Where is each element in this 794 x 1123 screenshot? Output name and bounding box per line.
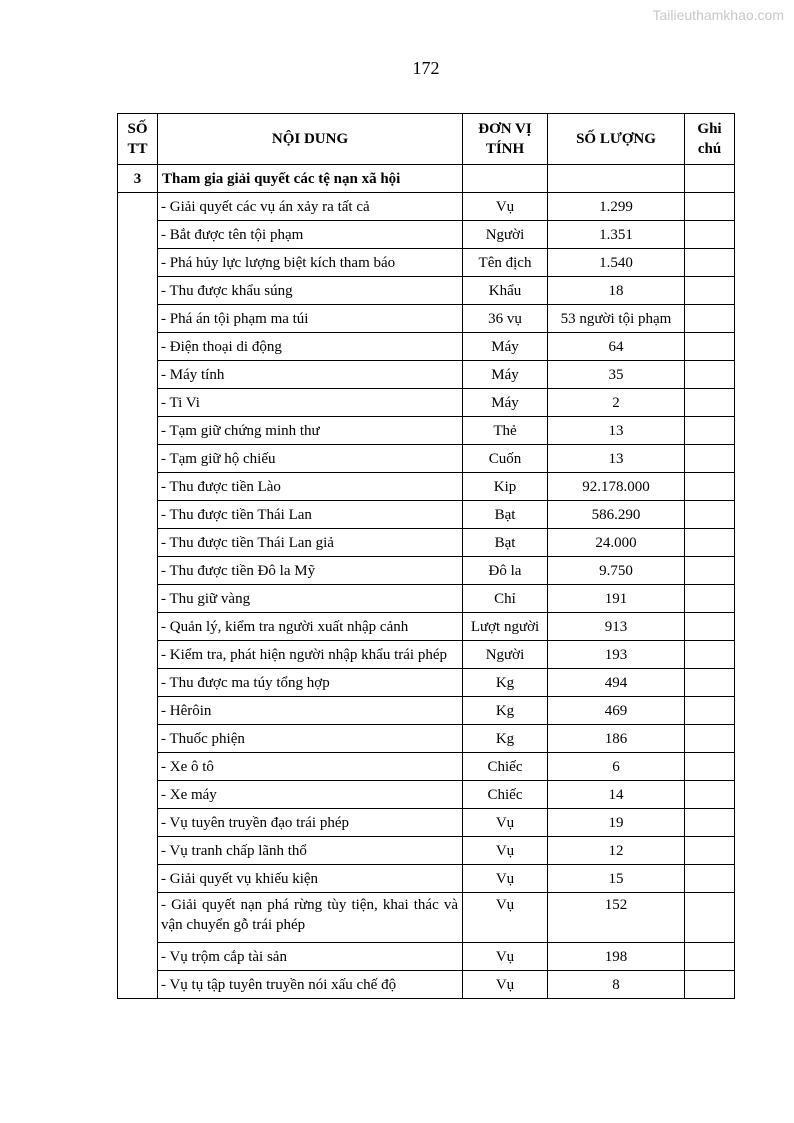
- row-content: - Hêrôin: [158, 697, 463, 725]
- row-quantity: 8: [548, 971, 685, 999]
- row-content: - Thu giữ vàng: [158, 585, 463, 613]
- row-content: - Thu được tiền Đô la Mỹ: [158, 557, 463, 585]
- table-row: [118, 865, 735, 893]
- table-row: [118, 277, 735, 305]
- row-quantity: 186: [548, 725, 685, 753]
- row-unit: Người: [463, 221, 548, 249]
- section-note-cell: [685, 165, 735, 193]
- row-quantity: 9.750: [548, 557, 685, 585]
- table-row: [118, 641, 735, 669]
- row-unit: Kg: [463, 725, 548, 753]
- row-note: [685, 249, 735, 277]
- row-content: - Phá án tội phạm ma túi: [158, 305, 463, 333]
- row-note: [685, 389, 735, 417]
- row-quantity: 1.299: [548, 193, 685, 221]
- row-unit: Vụ: [463, 865, 548, 893]
- row-quantity: 35: [548, 361, 685, 389]
- table-row: [118, 333, 735, 361]
- page-number: 172: [412, 58, 440, 78]
- table-row: [118, 725, 735, 753]
- row-quantity: 12: [548, 837, 685, 865]
- table-row: [118, 971, 735, 999]
- row-content: - Phá hủy lực lượng biệt kích tham báo: [158, 249, 463, 277]
- stt-empty-cell: [118, 193, 158, 999]
- row-content: - Quản lý, kiểm tra người xuất nhập cảnh: [158, 613, 463, 641]
- row-unit: Bạt: [463, 501, 548, 529]
- table-row: [118, 753, 735, 781]
- row-note: [685, 585, 735, 613]
- row-quantity: 13: [548, 417, 685, 445]
- row-content: - Xe máy: [158, 781, 463, 809]
- table-row: [118, 529, 735, 557]
- table-row: [118, 893, 735, 943]
- section-unit-cell: [463, 165, 548, 193]
- row-note: [685, 893, 735, 943]
- row-quantity: 13: [548, 445, 685, 473]
- table-row: [118, 417, 735, 445]
- row-content: - Vụ trộm cắp tài sản: [158, 943, 463, 971]
- row-quantity: 586.290: [548, 501, 685, 529]
- row-note: [685, 277, 735, 305]
- row-note: [685, 221, 735, 249]
- row-note: [685, 501, 735, 529]
- row-quantity: 14: [548, 781, 685, 809]
- header-content: NỘI DUNG: [158, 114, 463, 165]
- row-quantity: 53 người tội phạm: [548, 305, 685, 333]
- row-note: [685, 669, 735, 697]
- section-title: Tham gia giải quyết các tệ nạn xã hội: [158, 165, 463, 193]
- row-quantity: 198: [548, 943, 685, 971]
- row-quantity: 494: [548, 669, 685, 697]
- row-note: [685, 725, 735, 753]
- section-number: 3: [118, 165, 158, 193]
- table-header-row: [118, 114, 735, 165]
- row-quantity: 1.540: [548, 249, 685, 277]
- row-note: [685, 529, 735, 557]
- row-quantity: 92.178.000: [548, 473, 685, 501]
- table-row: [118, 697, 735, 725]
- header-note: Ghi chú: [685, 114, 735, 165]
- row-unit: Máy: [463, 389, 548, 417]
- row-content: - Tạm giữ chứng minh thư: [158, 417, 463, 445]
- row-content: - Thu được khẩu súng: [158, 277, 463, 305]
- table-row: [118, 473, 735, 501]
- section-row: [118, 165, 735, 193]
- row-quantity: 913: [548, 613, 685, 641]
- row-unit: Người: [463, 641, 548, 669]
- table-row: [118, 445, 735, 473]
- row-note: [685, 333, 735, 361]
- row-unit: Máy: [463, 333, 548, 361]
- header-quantity: SỐ LƯỢNG: [548, 114, 685, 165]
- row-content: - Vụ tuyên truyền đạo trái phép: [158, 809, 463, 837]
- row-unit: Chiếc: [463, 753, 548, 781]
- table-row: [118, 557, 735, 585]
- row-unit: Vụ: [463, 193, 548, 221]
- row-quantity: 193: [548, 641, 685, 669]
- row-quantity: 1.351: [548, 221, 685, 249]
- row-unit: Vụ: [463, 837, 548, 865]
- row-content: - Xe ô tô: [158, 753, 463, 781]
- row-quantity: 18: [548, 277, 685, 305]
- table-row: [118, 305, 735, 333]
- row-note: [685, 361, 735, 389]
- row-unit: Vụ: [463, 893, 548, 943]
- table-row: [118, 613, 735, 641]
- row-unit: Máy: [463, 361, 548, 389]
- report-table: [117, 113, 735, 999]
- row-content: - Vụ tranh chấp lãnh thổ: [158, 837, 463, 865]
- row-note: [685, 193, 735, 221]
- table-row: [118, 943, 735, 971]
- row-unit: Khẩu: [463, 277, 548, 305]
- row-quantity: 19: [548, 809, 685, 837]
- row-quantity: 152: [548, 893, 685, 943]
- row-note: [685, 417, 735, 445]
- row-unit: Đô la: [463, 557, 548, 585]
- row-quantity: 24.000: [548, 529, 685, 557]
- row-content: - Thu được tiền Thái Lan giả: [158, 529, 463, 557]
- row-unit: Vụ: [463, 971, 548, 999]
- row-note: [685, 445, 735, 473]
- row-note: [685, 305, 735, 333]
- row-note: [685, 971, 735, 999]
- row-content: - Điện thoại di động: [158, 333, 463, 361]
- row-quantity: 191: [548, 585, 685, 613]
- row-quantity: 64: [548, 333, 685, 361]
- table-row: [118, 669, 735, 697]
- row-note: [685, 809, 735, 837]
- row-note: [685, 641, 735, 669]
- row-note: [685, 837, 735, 865]
- row-unit: Chiếc: [463, 781, 548, 809]
- row-content: - Vụ tụ tập tuyên truyền nói xấu chế độ: [158, 971, 463, 999]
- section-quantity-cell: [548, 165, 685, 193]
- row-content: - Giải quyết vụ khiếu kiện: [158, 865, 463, 893]
- row-content: - Thu được tiền Thái Lan: [158, 501, 463, 529]
- row-unit: Vụ: [463, 809, 548, 837]
- header-stt: SỐ TT: [118, 114, 158, 165]
- row-content: - Ti Vi: [158, 389, 463, 417]
- row-note: [685, 753, 735, 781]
- row-note: [685, 613, 735, 641]
- row-content: - Kiểm tra, phát hiện người nhập khẩu trái phép: [158, 641, 463, 669]
- row-content: - Tạm giữ hộ chiếu: [158, 445, 463, 473]
- row-quantity: 469: [548, 697, 685, 725]
- row-content: - Thu được ma túy tổng hợp: [158, 669, 463, 697]
- row-note: [685, 557, 735, 585]
- row-content: - Bắt được tên tội phạm: [158, 221, 463, 249]
- row-note: [685, 781, 735, 809]
- row-note: [685, 697, 735, 725]
- row-unit: Tên địch: [463, 249, 548, 277]
- row-content: - Thu được tiền Lào: [158, 473, 463, 501]
- table-row: [118, 193, 735, 221]
- row-quantity: 2: [548, 389, 685, 417]
- table-row: [118, 837, 735, 865]
- row-unit: Chỉ: [463, 585, 548, 613]
- table-row: [118, 585, 735, 613]
- row-unit: Bạt: [463, 529, 548, 557]
- row-note: [685, 865, 735, 893]
- table-row: [118, 361, 735, 389]
- header-unit: ĐƠN VỊ TÍNH: [463, 114, 548, 165]
- row-content: - Giải quyết nạn phá rừng tùy tiện, khai thác và vận chuyển gỗ trái phép: [158, 893, 463, 943]
- table-row: [118, 809, 735, 837]
- row-unit: Kg: [463, 669, 548, 697]
- table-row: [118, 389, 735, 417]
- row-content: - Máy tính: [158, 361, 463, 389]
- row-unit: 36 vụ: [463, 305, 548, 333]
- row-unit: Thẻ: [463, 417, 548, 445]
- row-unit: Kg: [463, 697, 548, 725]
- table-row: [118, 221, 735, 249]
- row-unit: Kip: [463, 473, 548, 501]
- table-row: [118, 781, 735, 809]
- row-quantity: 6: [548, 753, 685, 781]
- row-note: [685, 473, 735, 501]
- row-unit: Vụ: [463, 943, 548, 971]
- row-content: - Thuốc phiện: [158, 725, 463, 753]
- row-note: [685, 943, 735, 971]
- table-row: [118, 249, 735, 277]
- row-unit: Lượt người: [463, 613, 548, 641]
- row-quantity: 15: [548, 865, 685, 893]
- watermark: Tailieuthamkhao.com: [652, 7, 784, 23]
- row-unit: Cuốn: [463, 445, 548, 473]
- row-content: - Giải quyết các vụ án xảy ra tất cả: [158, 193, 463, 221]
- table-row: [118, 501, 735, 529]
